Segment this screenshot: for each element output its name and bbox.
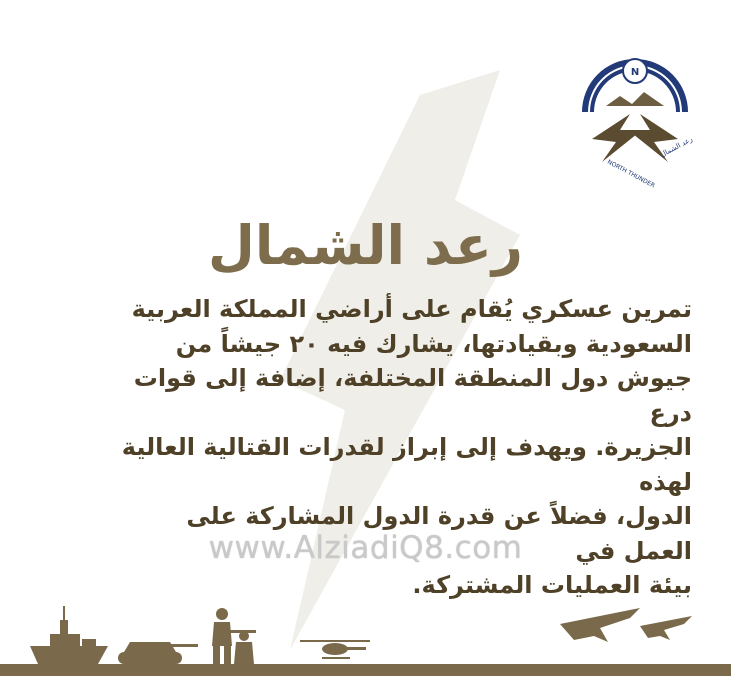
soldier-icon: [212, 608, 256, 664]
description-line: السعودية وبقيادتها، يشارك فيه ٢٠ جيشاً من: [175, 329, 692, 358]
description-line: جيوش دول المنطقة المختلفة، إضافة إلى قوات درع: [133, 364, 692, 427]
logo-badge-letter: N: [630, 67, 640, 78]
tank-icon: [118, 642, 198, 664]
logo-text-en: NORTH THUNDER: [606, 158, 656, 190]
description-line: الجزيرة. ويهدف إلى إبراز لقدرات القتالية العالية لهذه: [121, 433, 692, 496]
description-line: تمرين عسكري يُقام على أراضي المملكة العربية: [131, 295, 692, 323]
page-title: رعد الشمال: [207, 214, 524, 277]
fighter-jet-icon: [640, 616, 692, 640]
description-line: بيئة العمليات المشتركة.: [412, 571, 692, 599]
military-silhouettes: [0, 596, 731, 676]
helicopter-icon: [300, 640, 370, 659]
north-thunder-logo: [572, 44, 698, 190]
fighter-jet-icon: [560, 608, 640, 642]
logo-text-ar: رعد الشمال: [659, 135, 694, 159]
watermark: www.AlziadiQ8.com: [208, 530, 523, 566]
warship-icon: [30, 606, 108, 664]
description-line: الدول، فضلاً عن قدرة الدول المشاركة على العمل في: [186, 502, 692, 565]
ground-strip: [0, 664, 731, 676]
